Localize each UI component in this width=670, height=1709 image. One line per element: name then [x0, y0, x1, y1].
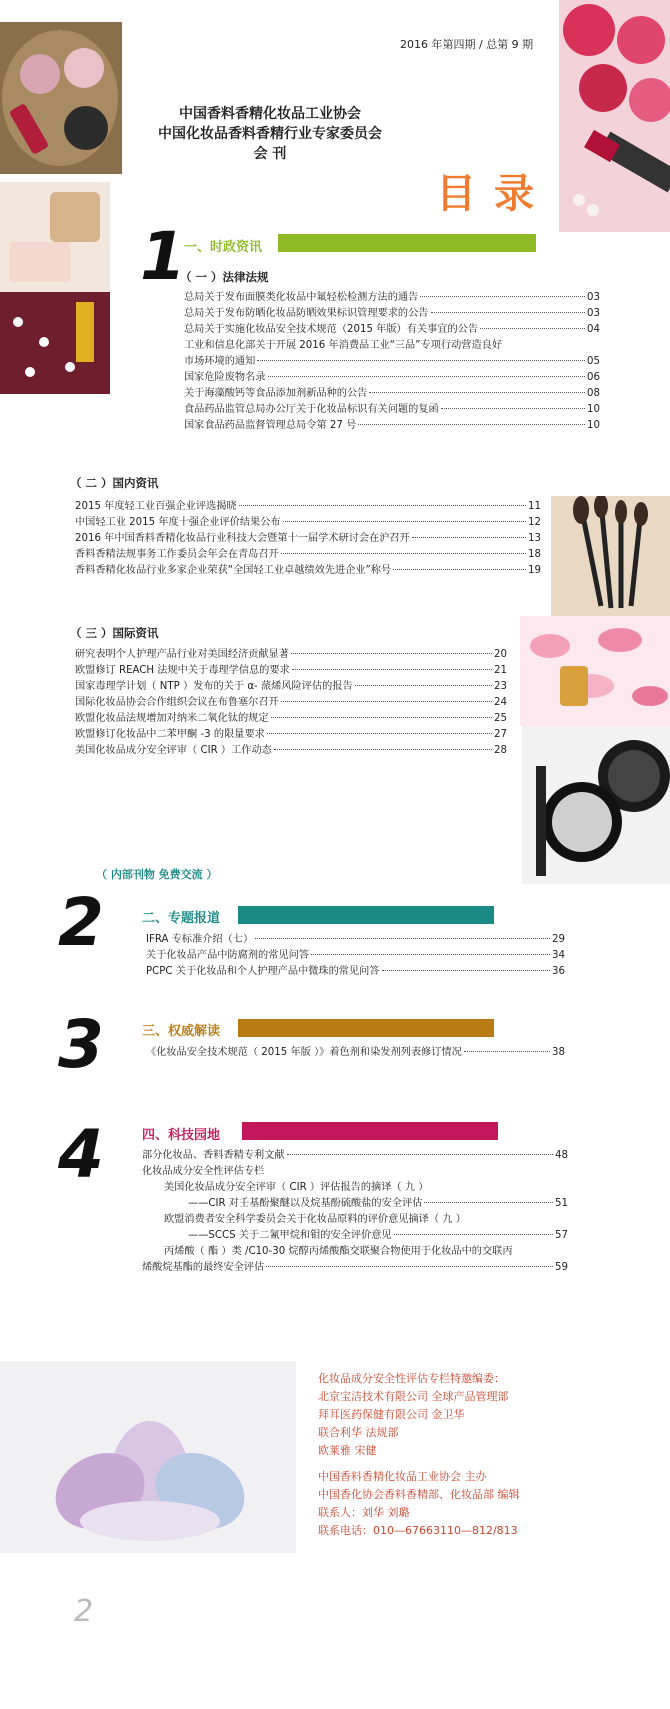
- toc-list-science: [142, 1148, 568, 1276]
- internal-note: （ 内部刊物 免费交流 ）: [96, 868, 218, 881]
- toc-entry[interactable]: 欧盟修订 REACH 法规中关于毒理学信息的要求 21: [75, 665, 507, 676]
- info-line: 联合利华 法规部: [318, 1426, 399, 1439]
- info-line: 欧莱雅 宋健: [318, 1444, 377, 1457]
- toc-entry[interactable]: 食品药品监管总局办公厅关于化妆品标识有关问题的复函 10: [184, 404, 600, 415]
- info-line: 北京宝洁技术有限公司 全球产品管理部: [318, 1390, 509, 1403]
- toc-list-laws: [184, 290, 600, 434]
- info-line: 拜耳医药保健有限公司 金卫华: [318, 1408, 465, 1421]
- info-spacer: [318, 1460, 520, 1468]
- section-bar-3: [238, 1019, 494, 1037]
- makeup-kit-image: [0, 182, 110, 394]
- issue-info: 2016 年第四期 / 总第 9 期: [400, 38, 534, 51]
- toc-entry[interactable]: 香料香精法规事务工作委员会年会在青岛召开 18: [75, 549, 541, 560]
- subsection-international: （ 三 ）国际资讯: [70, 626, 159, 640]
- lipstick-roses-image: [559, 0, 670, 232]
- toc-list-authority: [146, 1045, 565, 1061]
- eyeshadow-palette-image: [0, 22, 122, 174]
- toc-entry[interactable]: 总局关于发布防晒化妆品防晒效果标识管理要求的公告 03: [184, 308, 600, 319]
- toc-entry[interactable]: 欧盟化妆品法规增加对纳米二氧化钛的规定 25: [75, 713, 507, 724]
- toc-entry[interactable]: 香料香精化妆品行业多家企业荣获“全国轻工业卓越绩效先进企业”称号 19: [75, 565, 541, 576]
- toc-entry[interactable]: 烯酸烷基酯的最终安全评估 59: [142, 1262, 568, 1273]
- publisher-line-1: 中国香料香精化妆品工业协会: [179, 106, 361, 122]
- section-title-3: 三、权威解读: [142, 1024, 221, 1039]
- lotus-flower-image: [0, 1361, 296, 1553]
- info-line: 联系电话：010—67663110—812/813: [318, 1524, 518, 1537]
- toc-entry[interactable]: PCPC 关于化妆品和个人护理产品中微珠的常见问答 36: [146, 966, 565, 977]
- toc-entry[interactable]: 关于海藻酸钙等食品添加剂新品种的公告 08: [184, 388, 600, 399]
- section-bar-1: [278, 234, 536, 252]
- section-title-2: 二、专题报道: [142, 911, 221, 926]
- compact-powders-image: [522, 726, 670, 884]
- subsection-laws: （ 一 ）法律法规: [180, 270, 269, 284]
- toc-entry[interactable]: 研究表明个人护理产品行业对美国经济贡献显著 20: [75, 649, 507, 660]
- publisher-block: [120, 104, 420, 164]
- toc-entry[interactable]: 总局关于发布面膜类化妆品中氟轻松检测方法的通告 03: [184, 292, 600, 303]
- section-number-4: 4: [58, 1116, 104, 1193]
- section-bar-4: [242, 1122, 498, 1140]
- publisher-line-2: 中国化妆品香料香精行业专家委员会: [158, 126, 382, 142]
- info-line: 中国香化协会香料香精部、化妆品部 编辑: [318, 1488, 520, 1501]
- toc-entry[interactable]: 《化妆品安全技术规范（ 2015 年版 ）》着色剂和染发剂列表修订情况 38: [146, 1047, 565, 1058]
- toc-entry[interactable]: ——CIR 对壬基酚聚醚以及烷基酚硫酸盐的安全评估 51: [188, 1198, 568, 1209]
- section-bar-2: [238, 906, 494, 924]
- toc-entry-line[interactable]: 工业和信息化部关于开展 2016 年消费品工业“三品”专项行动营造良好: [184, 340, 503, 351]
- subsection-domestic: （ 二 ）国内资讯: [70, 476, 159, 490]
- toc-entry[interactable]: 国际化妆品协会合作组织会议在布鲁塞尔召开 24: [75, 697, 507, 708]
- toc-entry-line[interactable]: 欧盟消费者安全科学委员会关于化妆品原料的评价意见摘译（ 九 ）: [164, 1214, 466, 1225]
- page-number: 2: [74, 1594, 94, 1629]
- toc-entry[interactable]: 2015 年度轻工业百强企业评选揭晓 11: [75, 501, 541, 512]
- toc-entry[interactable]: 市场环境的通知 05: [184, 356, 600, 367]
- toc-entry[interactable]: 关于化妆品产品中防腐剂的常见问答 34: [146, 950, 565, 961]
- toc-entry[interactable]: IFRA 专标准介绍（七） 29: [146, 934, 565, 945]
- toc-entry[interactable]: 美国化妆品成分安全评审（ CIR ）工作动态 28: [75, 745, 507, 756]
- toc-list-international: [75, 647, 507, 759]
- section-number-3: 3: [58, 1006, 104, 1083]
- toc-title: 目录: [436, 171, 552, 217]
- toc-entry[interactable]: 总局关于实施化妆品安全技术规范（2015 年版）有关事宜的公告 04: [184, 324, 600, 335]
- toc-entry[interactable]: 国家食品药品监督管理总局令第 27 号 10: [184, 420, 600, 431]
- toc-entry[interactable]: 中国轻工业 2015 年度十强企业评价结果公布 12: [75, 517, 541, 528]
- editorial-info: [318, 1370, 520, 1540]
- section-title-1: 一、时政资讯: [184, 240, 263, 255]
- info-line: 联系人：刘华 刘璐: [318, 1506, 410, 1519]
- toc-entry-line[interactable]: 美国化妆品成分安全评审（ CIR ）评估报告的摘译（ 九 ）: [164, 1182, 429, 1193]
- toc-list-domestic: [75, 499, 541, 579]
- toc-entry[interactable]: 国家毒理学计划（ NTP ）发布的关于 α- 蒎烯风险评估的报告 23: [75, 681, 507, 692]
- toc-entry-line[interactable]: 丙烯酸（ 酯 ）类 /C10-30 烷醇丙烯酸酯交联聚合物使用于化妆品中的交联丙: [164, 1246, 513, 1257]
- section-number-2: 2: [58, 884, 104, 961]
- brush-set-image: [551, 496, 670, 616]
- section-title-4: 四、科技园地: [142, 1128, 221, 1143]
- section-number-1: 1: [140, 218, 186, 295]
- toc-list-special: [146, 932, 565, 980]
- column-title: 化妆品成分安全性评估专栏: [142, 1166, 265, 1177]
- info-line: 中国香料香精化妆品工业协会 主办: [318, 1470, 487, 1483]
- toc-entry[interactable]: ——SCCS 关于二氰甲烷和钼的安全评价意见 57: [188, 1230, 568, 1241]
- info-line: 化妆品成分安全性评估专栏特邀编委：: [318, 1372, 505, 1385]
- rose-petals-image: [520, 616, 670, 726]
- toc-entry[interactable]: 2016 年中国香料香精化妆品行业科技大会暨第十一届学术研讨会在沪召开 13: [75, 533, 541, 544]
- toc-entry[interactable]: 国家危险废物名录 06: [184, 372, 600, 383]
- toc-entry[interactable]: 欧盟修订化妆品中二苯甲酮 -3 的限量要求 27: [75, 729, 507, 740]
- toc-entry[interactable]: 部分化妆品、香料香精专利文献 48: [142, 1150, 568, 1161]
- publisher-line-3: 会 刊: [253, 146, 287, 162]
